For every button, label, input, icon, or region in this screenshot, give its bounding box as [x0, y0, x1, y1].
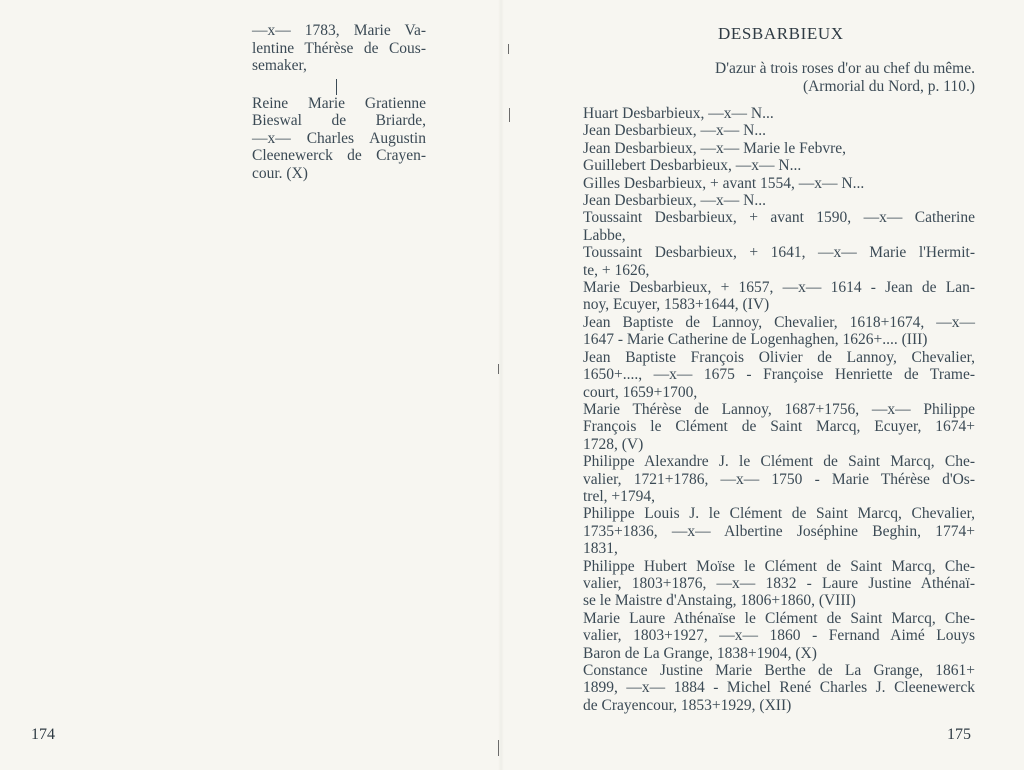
genealogy-entry: [583, 157, 975, 174]
genealogy-entry: [583, 140, 975, 157]
page-number-left: 174: [31, 726, 55, 743]
genealogy-entry: [583, 105, 975, 122]
page-number-right: 175: [947, 726, 971, 743]
blazon-line: D'azur à trois roses d'or au chef du même.: [715, 60, 975, 77]
genealogy-entries: [583, 105, 975, 714]
left-line: —x— Charles Augustin: [252, 129, 426, 147]
left-line: lentine Thérèse de Cous-: [252, 39, 426, 57]
blazon: [670, 60, 975, 96]
entry-line: trel, +1794,: [583, 487, 656, 505]
genealogy-entry: [583, 175, 975, 192]
entry-line: Toussaint Desbarbieux, + avant 1590, —x— Catherine: [583, 209, 975, 227]
genealogy-entry: [583, 558, 975, 610]
entry-line: te, + 1626,: [583, 261, 650, 279]
gutter-mark: [498, 740, 499, 756]
entry-line: Jean Desbarbieux, —x— Marie le Febvre,: [583, 139, 846, 157]
entry-line: valier, 1721+1786, —x— 1750 - Marie Thérèse d'Os-: [583, 470, 975, 488]
left-line: Cleenewerck de Crayen-: [252, 147, 426, 164]
entry-line: valier, 1803+1927, —x— 1860 - Fernand Aimé Louys: [583, 627, 975, 645]
entry-line: Marie Desbarbieux, + 1657, —x— 1614 - Jean de Lan-: [583, 279, 975, 297]
genealogy-entry: [583, 314, 975, 349]
entry-line: Labbe,: [583, 226, 626, 244]
left-line: Reine Marie Gratienne: [252, 94, 426, 112]
entry-line: 1735+1836, —x— Albertine Joséphine Beghin, 1774+: [583, 522, 975, 540]
entry-line: court, 1659+1700,: [583, 383, 698, 401]
entry-line: 1647 - Marie Catherine de Logenhaghen, 1626+.... (III): [583, 331, 928, 349]
genealogy-entry: [583, 453, 975, 505]
blazon-line: (Armorial du Nord, p. 110.): [802, 78, 975, 95]
entry-line: Gilles Desbarbieux, + avant 1554, —x— N...: [583, 174, 865, 192]
descent-line: [336, 79, 337, 95]
entry-line: Guillebert Desbarbieux, —x— N...: [583, 157, 802, 175]
entry-line: 1650+...., —x— 1675 - Françoise Henriette de Trame-: [583, 366, 975, 384]
right-page: [505, 0, 1024, 770]
entry-line: Marie Laure Athénaïse le Clément de Saint Marcq, Che-: [583, 609, 975, 627]
genealogy-entry: [583, 610, 975, 662]
left-page: [0, 0, 500, 770]
entry-line: de Crayencour, 1853+1929, (XII): [583, 696, 792, 714]
left-genealogy-block: [252, 22, 426, 182]
entry-line: 1899, —x— 1884 - Michel René Charles J. Cleenewerck: [583, 679, 975, 697]
entry-line: noy, Ecuyer, 1583+1644, (IV): [583, 296, 770, 314]
entry-line: valier, 1803+1876, —x— 1832 - Laure Justine Athénaï-: [583, 574, 975, 592]
entry-line: Philippe Hubert Moïse le Clément de Saint Marcq, Che-: [583, 557, 975, 575]
genealogy-entry: [583, 349, 975, 401]
entry-line: Jean Baptiste de Lannoy, Chevalier, 1618+1674, —x—: [583, 313, 975, 331]
genealogy-entry: [583, 662, 975, 714]
genealogy-entry: [583, 209, 975, 244]
entry-line: se le Maistre d'Anstaing, 1806+1860, (VIII): [583, 592, 856, 610]
left-line: —x— 1783, Marie Va-: [252, 22, 426, 39]
genealogy-entry: [583, 122, 975, 139]
entry-line: Philippe Alexandre J. le Clément de Saint Marcq, Che-: [583, 453, 975, 471]
left-line: Bieswal de Briarde,: [252, 112, 426, 129]
entry-line: Marie Thérèse de Lannoy, 1687+1756, —x— Philippe: [583, 400, 975, 418]
book-gutter: [498, 0, 504, 770]
genealogy-entry: [583, 401, 975, 453]
entry-line: François le Clément de Saint Marcq, Ecuyer, 1674+: [583, 418, 975, 436]
entry-line: 1728, (V): [583, 435, 644, 453]
entry-line: 1831,: [583, 540, 618, 558]
genealogy-entry: [583, 244, 975, 279]
genealogy-entry: [583, 279, 975, 314]
entry-line: Toussaint Desbarbieux, + 1641, —x— Marie l'Hermit-: [583, 244, 975, 262]
left-line: cour. (X): [252, 164, 308, 182]
gutter-mark: [498, 364, 499, 374]
entry-line: Jean Desbarbieux, —x— N...: [583, 192, 766, 210]
entry-line: Philippe Louis J. le Clément de Saint Marcq, Chevalier,: [583, 505, 975, 523]
left-line: semaker,: [252, 57, 307, 74]
page-title: DESBARBIEUX: [718, 24, 844, 43]
genealogy-entry: [583, 192, 975, 209]
entry-line: Jean Baptiste François Olivier de Lannoy, Chevalier,: [583, 348, 975, 366]
entry-line: Constance Justine Marie Berthe de La Grange, 1861+: [583, 662, 975, 679]
entry-line: Baron de La Grange, 1838+1904, (X): [583, 644, 817, 662]
entry-line: Jean Desbarbieux, —x— N...: [583, 122, 766, 140]
entry-line: Huart Desbarbieux, —x— N...: [583, 105, 774, 122]
genealogy-entry: [583, 505, 975, 557]
